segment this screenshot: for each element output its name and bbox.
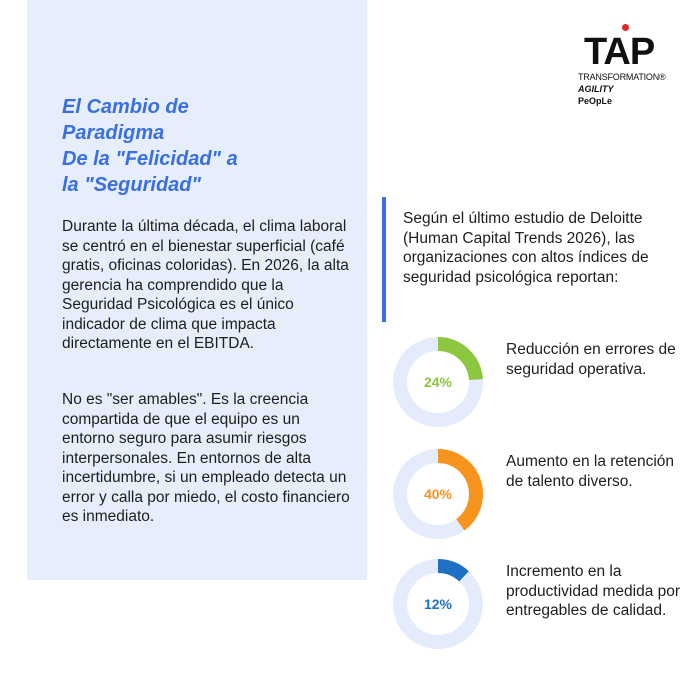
stat-item bbox=[391, 557, 691, 657]
logo-line-people: PeOpLe bbox=[578, 96, 613, 106]
donut-chart bbox=[391, 335, 485, 429]
donut-chart bbox=[391, 447, 485, 541]
donut-slice bbox=[438, 566, 464, 576]
stat-item bbox=[391, 447, 691, 547]
logo-wordmark: TAP bbox=[584, 31, 655, 73]
brand-logo bbox=[578, 24, 682, 114]
body-paragraph-2: No es "ser amables". Es la creencia compartida de que el equipo es un entorno seguro para asumir riesgos interpersonales. En entornos de alta incertidumbre, si un empleado detecta un error y calla por miedo, el costo financiero es inmediato. bbox=[62, 391, 350, 525]
study-intro: Según el último estudio de Deloitte (Human Capital Trends 2026), las organizaciones con altos índices de seguridad psicológica reportan: bbox=[403, 210, 649, 286]
stat-description: Reducción en errores de seguridad operativa. bbox=[506, 341, 676, 378]
donut-chart bbox=[391, 557, 485, 651]
accent-bar bbox=[382, 197, 386, 322]
stat-description: Incremento en la productividad medida por entregables de calidad. bbox=[506, 563, 681, 619]
title-line: De la "Felicidad" a bbox=[62, 148, 238, 170]
title-line: la "Seguridad" bbox=[62, 174, 201, 196]
title-line: El Cambio de bbox=[62, 96, 189, 118]
stat-item bbox=[391, 335, 691, 435]
donut-value-label: 40% bbox=[423, 486, 453, 502]
title-line: Paradigma bbox=[62, 122, 165, 144]
logo-line-agility: AGILITY bbox=[578, 84, 614, 94]
donut-value-label: 24% bbox=[423, 374, 453, 390]
stat-description: Aumento en la retención de talento diverso. bbox=[506, 453, 675, 490]
logo-line-transformation: TRANSFORMATION® bbox=[578, 72, 666, 82]
logo-dot bbox=[622, 24, 629, 31]
donut-value-label: 12% bbox=[423, 596, 453, 612]
body-paragraph-1: Durante la última década, el clima laboral se centró en el bienestar superficial (café gratis, oficinas coloridas). En 2026, la alta gerencia ha comprendido que la Seguridad Psicológica es el único indicador de clima que impacta directamente en el EBITDA. bbox=[62, 218, 349, 352]
page-title bbox=[62, 94, 302, 198]
